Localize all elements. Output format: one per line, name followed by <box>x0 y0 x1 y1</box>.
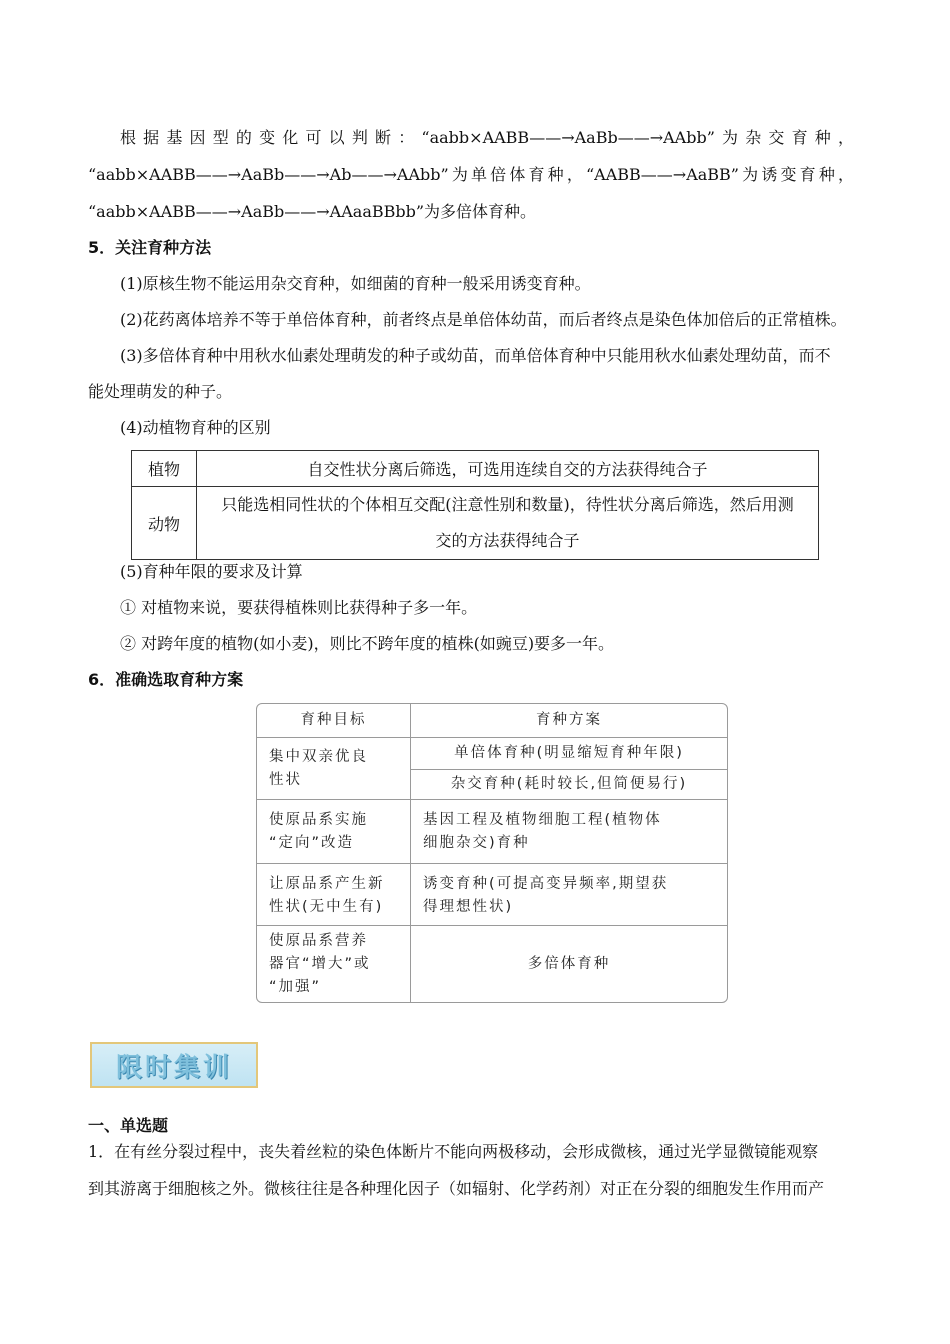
plan-line: 单倍体育种(明显缩短育种年限) <box>454 745 684 761</box>
text-line: 根据基因型的变化可以判断：“aabb×AABB——→AaBb——→AAbb”为杂交育种， <box>120 128 854 147</box>
text-line: (3)多倍体育种中用秋水仙素处理萌发的种子或幼苗，而单倍体育种中只能用秋水仙素处理幼苗，而不 <box>120 346 831 365</box>
plan-line: 基因工程及植物细胞工程(植物体 <box>423 812 662 828</box>
table-cell-label: 植物 <box>132 451 197 487</box>
banner-text: 限时集训 <box>115 1052 232 1083</box>
table-row <box>132 487 819 560</box>
table-row <box>132 451 819 487</box>
breeding-difference-table <box>131 450 819 560</box>
table-row <box>257 863 727 926</box>
section-banner <box>90 1042 258 1088</box>
text-line: (5)育种年限的要求及计算 <box>120 562 303 581</box>
plan-line: 细胞杂交)育种 <box>423 835 530 851</box>
question-line: 到其游离于细胞核之外。微核往往是各种理化因子（如辐射、化学药剂）对正在分裂的细胞发生作用而产 <box>88 1179 825 1198</box>
text-line: “aabb×AABB——→AaBb——→Ab——→AAbb”为单倍体育种，“AABB——→AaBB”为诱变育种， <box>88 165 854 184</box>
goal-line: 集中双亲优良 <box>269 749 368 765</box>
text-line: (4)动植物育种的区别 <box>120 418 271 437</box>
text-line: (1)原核生物不能运用杂交育种，如细菌的育种一般采用诱变育种。 <box>120 274 591 293</box>
plan-line: 诱变育种(可提高变异频率,期望获 <box>423 876 669 892</box>
table-row <box>257 737 727 800</box>
table-row <box>257 799 727 864</box>
table-row <box>257 925 727 1003</box>
text-line: 能处理萌发的种子。 <box>88 382 233 401</box>
text-line: “aabb×AABB——→AaBb——→AAaaBBbb”为多倍体育种。 <box>88 202 537 221</box>
goal-line: 性状 <box>269 772 302 788</box>
goal-line: “定向”改造 <box>269 835 355 851</box>
text-line: (2)花药离体培养不等于单倍体育种，前者终点是单倍体幼苗，而后者终点是染色体加倍后的正常植株。 <box>120 310 847 329</box>
goal-line: 使原品系营养 <box>269 933 368 949</box>
goal-line: 使原品系实施 <box>269 812 368 828</box>
plan-line: 杂交育种(耗时较长,但简便易行) <box>450 776 688 792</box>
exercise-heading: 一、单选题 <box>88 1116 169 1135</box>
goal-line: 器官“增大”或 <box>269 956 371 972</box>
breeding-plan-table <box>256 703 728 1003</box>
cell-line: 交的方法获得纯合子 <box>435 531 580 550</box>
plan-line: 得理想性状) <box>423 899 514 915</box>
section-heading: 6．准确选取育种方案 <box>88 670 244 689</box>
section-heading: 5．关注育种方法 <box>88 238 212 257</box>
goal-line: 性状(无中生有) <box>269 899 384 915</box>
goal-line: 让原品系产生新 <box>269 876 385 892</box>
text-line: ① 对植物来说，要获得植株则比获得种子多一年。 <box>120 598 478 617</box>
table-cell-value: 自交性状分离后筛选，可选用连续自交的方法获得纯合子 <box>197 451 819 487</box>
text-line: ② 对跨年度的植物(如小麦)，则比不跨年度的植株(如豌豆)要多一年。 <box>120 634 615 653</box>
table-header-row <box>257 704 727 737</box>
goal-line: “加强” <box>269 979 322 995</box>
header-goal: 育种目标 <box>300 712 367 728</box>
cell-line: 只能选相同性状的个体相互交配(注意性别和数量)，待性状分离后筛选，然后用测 <box>221 495 794 514</box>
question-line: 1．在有丝分裂过程中，丧失着丝粒的染色体断片不能向两极移动，会形成微核，通过光学显微镜能观察 <box>88 1142 819 1161</box>
header-plan: 育种方案 <box>536 712 602 728</box>
table-cell-value <box>197 487 819 560</box>
plan-line: 多倍体育种 <box>527 956 611 972</box>
table-cell-label: 动物 <box>132 487 197 560</box>
